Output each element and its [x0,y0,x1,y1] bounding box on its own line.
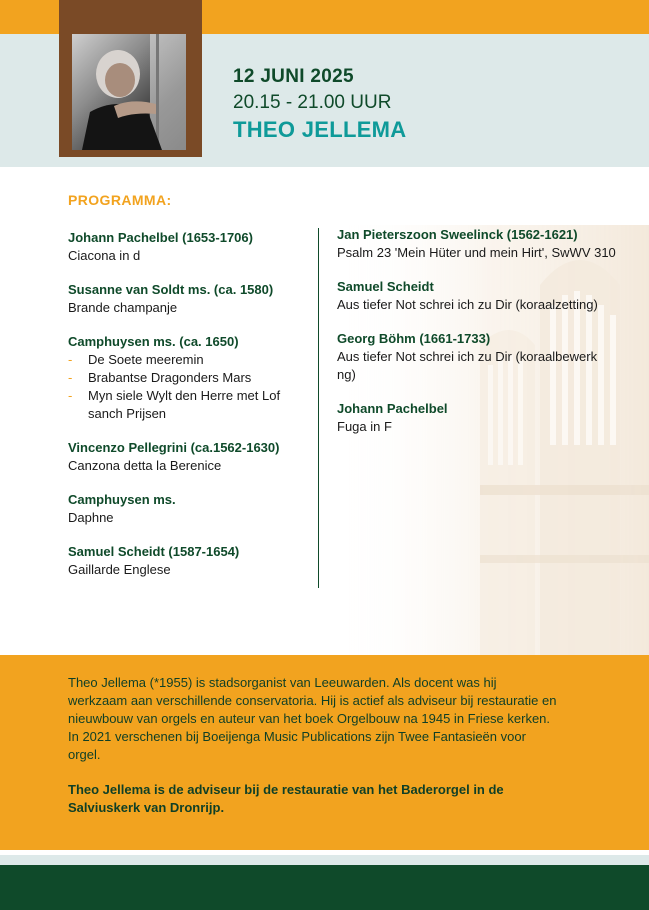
dash-bullet-icon: - [68,370,73,385]
work-title: Fuga in F [337,419,392,434]
bottom-light-band [0,855,649,865]
work-title: Brande champanje [68,300,178,315]
work-list-item [68,387,313,423]
concert-date: 12 JUNI 2025 [233,66,354,87]
bottom-green-band [0,865,649,910]
work-title: Canzona detta la Berenice [68,458,222,473]
performer-photo [72,34,186,150]
program-left-column [68,229,313,595]
composer-name: Camphuysen ms. [68,492,176,507]
work-title: Aus tiefer Not schrei ich zu Dir (koraalzetting) [337,297,598,312]
composer-name: Johann Pachelbel [337,401,448,416]
composer-name: Susanne van Soldt ms. (ca. 1580) [68,282,274,297]
program-item [68,281,313,317]
work-title: Myn siele Wylt den Herre met Lof sanch Prijsen [88,388,281,421]
composer-name: Samuel Scheidt [337,279,434,294]
composer-name: Samuel Scheidt (1587-1654) [68,544,240,559]
work-title: De Soete meeremin [88,352,204,367]
program-item [68,439,313,475]
composer-name: Camphuysen ms. (ca. 1650) [68,334,239,349]
program-item [337,278,617,314]
advisor-statement: Theo Jellema is de adviseur bij de restauratie van het Baderorgel in de Salviuskerk van Dronrijp. [68,782,504,815]
program-item [337,226,617,262]
composer-name: Jan Pieterszoon Sweelinck (1562-1621) [337,227,578,242]
composer-name: Georg Böhm (1661-1733) [337,331,491,346]
work-list [68,351,313,423]
program-title: PROGRAMMA: [68,192,172,208]
program-item [68,543,313,579]
work-list-item [68,369,313,387]
composer-name: Vincenzo Pellegrini (ca.1562-1630) [68,440,280,455]
dash-bullet-icon: - [68,388,73,403]
program-right-column [337,226,617,452]
performer-bio: Theo Jellema (*1955) is stadsorganist van Leeuwarden. Als docent was hij werkzaam aan verschillende conservatoria. Hij is actief als adviseur bij restauratie en nieuwbouw van orgels en auteur van het boek Orgelbouw na 1945 in Friese kerken. In 2021 verschenen bij Boeijenga Music Publications zijn Twee Fantasieën voor orgel. [68,675,557,762]
column-divider [318,228,319,588]
work-title: Psalm 23 'Mein Hüter und mein Hirt', SwWV 310 [337,245,616,260]
program-item [68,491,313,527]
program-item [68,333,313,423]
dash-bullet-icon: - [68,352,73,367]
concert-time: 20.15 - 21.00 UUR [233,92,392,113]
work-title: Aus tiefer Not schrei ich zu Dir (koraalbewerk ng) [337,349,598,382]
program-item [68,229,313,265]
program-item [337,330,617,384]
work-title: Daphne [68,510,114,525]
performer-name: THEO JELLEMA [233,117,407,142]
work-title: Gaillarde Englese [68,562,171,577]
work-list-item [68,351,313,369]
work-title: Brabantse Dragonders Mars [88,370,252,385]
program-item [337,400,617,436]
composer-name: Johann Pachelbel (1653-1706) [68,230,253,245]
work-title: Ciacona in d [68,248,141,263]
